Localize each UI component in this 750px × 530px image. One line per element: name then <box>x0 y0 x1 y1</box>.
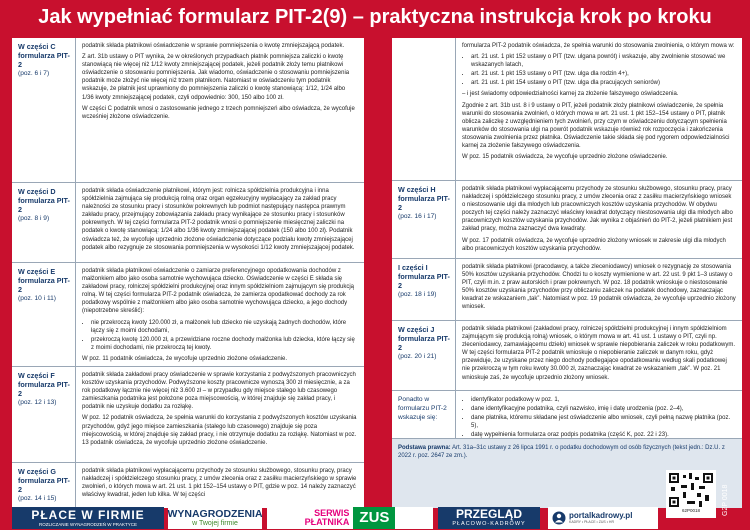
section-h-label: W części H formularza PIT-2 <box>398 185 450 212</box>
section-e-text-1: podatnik składa płatnikowi oświadczenie o zamiarze preferencyjnego opodatkowania dochodów z małżonkiem albo jako osoba samotnie wychowująca dziecko. Oświadczenie w części E składa się zakładowi pracy, rolniczej spółdzielni produkcyjnej oraz innym spółdzielniom zajmującym się produkcją rolną. W tej części formularza PIT-2 podatnik oświadcza, że zamierza opodatkować dochody za rok podatkowy wspólnie z małżonkiem albo jako osoba samotnie wychowująca dziecko, a jego dochody (niepotrzebne skreślić): <box>82 268 355 315</box>
footer <box>0 507 750 530</box>
section-c-label: W części C formularza PIT-2 <box>18 42 70 69</box>
section-c-text-2: Z art. 31b ustawy o PIT wynika, że w określonych przypadkach płatnik pomniejsza zaliczki o kwotę stanowiącą nie więcej niż 1/12 kwoty zmniejszającej podatek, jeżeli podatnik złoży temu płatnikowi oświadczenie o stosowaniu pomniejszenia. Jak wiadomo, oświadczenie o stosowaniu pomniejszenia podatnik może złożyć nie więcej niż trzem płatnikom. Natomiast w oświadczeniu tym podatnik wskazuje, że płatnik jest uprawniony do pomniejszenia zaliczki o kwotę stanowiącą: 1/12, 1/24 albo 1/36 kwoty zmniejszającej podatek, czyli odpowiednio: 300, 150 albo 100 zł. <box>82 54 350 101</box>
section-final <box>392 391 742 439</box>
section-g-cont-bullet-3: • art. 21 ust. 1 pkt 154 ustawy o PIT (tzw. ulga dla pracujących seniorów) <box>471 79 736 87</box>
logo2-title: WYNAGRODZENIA <box>167 508 263 520</box>
section-i <box>392 259 742 321</box>
section-h-text-1: podatnik składa płatnikowi wypłacającemu przychody ze stosunku służbowego, stosunku pracy, pracy nakładczej i spółdzielczego stosunku pracy, z umów zlecenia oraz z zasiłku macierzyńskiego wniosek o niestosowanie ulgi dla młodych lub pracowniczych kosztów uzyskania przychodów. W obydwu poczych tej części należy zaznaczyć właściwy kwadrat dotyczący niestosowania ulgi dla młodych albo pracowniczych kosztów uzyskania przychodów. Jak wynika z objaśnień do PIT-2, jeżeli płatnikiem jest zakład pracy, można zaznaczyć dwa kwadraty. <box>462 186 733 233</box>
section-f <box>12 367 364 463</box>
logo1-title: PŁACE W FIRMIE <box>31 507 145 522</box>
section-c-text-1: podatnik składa płatnikowi oświadczenie w sprawie pomniejszenia o kwotę zmniejszającą podatek. <box>82 43 345 49</box>
logo-portalkadrowy[interactable] <box>548 507 658 529</box>
right-column <box>392 38 742 508</box>
logo4-subtitle: PŁACOWO-KADROWY <box>452 521 526 527</box>
legal-text: Art. 31a–31c ustawy z 26 lipca 1991 r. o podatku dochodowym od osób fizycznych (tekst jedn.: Dz.U. z 2022 r. poz. 2647 ze zm.). <box>398 445 725 460</box>
section-j-ref: (poz. 20 i 21) <box>398 353 437 360</box>
section-final-label: Ponadto w formularzu PIT-2 wskazuje się: <box>398 396 447 421</box>
section-e-bullet-2: • przekroczą kwotę 120.000 zł, a przewidziane roczne dochody małżonka lub dziecka, które łączy się z moimi dochodami, nie przekroczą tej kwoty. <box>91 336 358 352</box>
section-e-ref: (poz. 10 i 11) <box>18 295 56 302</box>
logo5-tag: KADRY • PŁACE • ZUS • HR <box>569 520 614 524</box>
logo-serwis-platnika-zus[interactable] <box>267 507 433 529</box>
section-d-text-1: podatnik składa oświadczenie płatnikowi, którym jest: rolnicza spółdzielnia produkcyjna i inna spółdzielnia zajmująca się produkcją rolną oraz organ egzekucyjny wypłacający za zakład pracy należności ze stosunku pracy i stosunków pokrewnych lub podmiot następujący następca prawnym zakładu pracy, przejmujący zobowiązania zakładu pracy wynikające ze stosunku pracy i stosunków pokrewnych. W tej części formularza PIT-2 podatnik wnosi o pomniejszenie miesięcznej zaliczki na podatek o kwotę stanowiącą: 1/24 albo 1/36 kwoty zmniejszającej podatek (150 albo 100 zł). Podatnik oświadcza też, że wycofuje uprzednio złożone oświadczenie dotyczące podziału kwoty zmniejszającej podatek albo rezygnuje ze stosowania pomniejszenia w wysokości 1/12 kwoty zmniejszającej podatek. <box>82 188 355 251</box>
section-j-label: W części J formularza PIT-2 <box>398 325 450 352</box>
logo1-subtitle: ROZLICZANIE WYNAGRODZEŃ W PRAKTYCE <box>38 521 137 527</box>
section-g-label: W części G formularza PIT-2 <box>18 467 70 494</box>
section-i-label: I części I formularza PIT-2 <box>398 263 450 290</box>
section-i-ref: (poz. 18 i 19) <box>398 291 437 298</box>
section-f-text-2: W poz. 12 podatnik oświadcza, że spełnia warunki do korzystania z podwyższonych kosztów uzyskania przychodów, gdyż jego miejsce zamieszkania (stałego lub czasowego) znajduje się poza miejscowością, w której znajduje się zakład pracy, i nie otrzymuje dodatku za rozłąkę. Natomiast w poz. 13 podatnik oświadcza, że wycofuje uprzednio złożone oświadczenie. <box>82 415 357 446</box>
section-d <box>12 183 364 263</box>
section-d-label: W części D formularza PIT-2 <box>18 187 70 214</box>
qr-code-icon <box>669 473 713 507</box>
section-e-text-2: W poz. 11 podatnik oświadcza, że wycofuje uprzednio złożone oświadczenie. <box>82 355 288 362</box>
logo4-title: PRZEGLĄD <box>456 507 522 521</box>
final-bullet-3: • dane płatnika, któremu składane jest oświadczenie albo wniosek, czyli pełną nazwę płatnika (poz. 5), <box>471 414 736 430</box>
section-f-ref: (poz. 12 i 13) <box>18 399 57 406</box>
left-column <box>12 38 364 508</box>
logo5-name: portalkadrowy.pl <box>569 511 633 520</box>
logo3-line2: PŁATNIKA <box>304 517 350 527</box>
section-h-text-2: W poz. 17 podatnik oświadcza, że wycofuje uprzednio złożony wniosek w zakresie ulgi dla młodych albo pracowniczych kosztów uzyskania przychodów. <box>462 237 726 252</box>
side-code: G2P 0018 <box>722 484 729 516</box>
logo3-zus: ZUS <box>353 507 395 529</box>
section-j <box>392 321 742 391</box>
legal-label: Podstawa prawna: <box>398 445 451 451</box>
qr-code-label: 62P0018 <box>681 508 701 513</box>
section-d-ref: (poz. 8 i 9) <box>18 215 50 222</box>
section-g-cont-text-1: formularza PIT-2 podatnik oświadcza, że spełnia warunki do stosowania zwolnienia, o którym mowa w: <box>462 43 735 49</box>
section-g <box>12 463 364 508</box>
section-g-cont-text-2: – i jest świadomy odpowiedzialności karnej za złożenie fałszywego oświadczenia. <box>462 91 679 98</box>
section-g-cont-bullet-2: • art. 21 ust. 1 pkt 153 ustawy o PIT (tzw. ulga dla rodzin 4+), <box>471 70 736 78</box>
section-c-text-3: W części C podatnik wnosi o zastosowanie jednego z trzech pomniejszeń albo oświadcza, że wycofuje wcześniej złożone oświadczenie. <box>82 105 355 120</box>
section-e <box>12 263 364 367</box>
final-bullet-2: • dane identyfikacyjne podatnika, czyli nazwisko, imię i datę urodzenia (poz. 2–4), <box>471 405 736 413</box>
page-title: Jak wypełniać formularz PIT-2(9) – praktyczna instrukcja krok po kroku <box>38 6 712 28</box>
section-f-text-1: podatnik składa zakładowi pracy oświadczenie w sprawie korzystania z podwyższonych pracowniczych kosztów uzyskania przychodów. Podwyższone koszty pracownicze wynoszą 300 zł miesięcznie, a za rok podatkowy łącznie nie więcej niż 3.600 zł – w przypadku gdy miejsce stałego lub czasowego zamieszkania podatnika jest położone poza miejscowością, w której znajduje się zakład pracy, i podatnik nie uzyskuje dodatku za rozłąkę. <box>82 372 356 411</box>
section-g-cont-text-3: Zgodnie z art. 31b ust. 8 i 9 ustawy o PIT, jeżeli podatnik złoży płatnikowi oświadczenie, że spełnia warunki do stosowania zwolnień, o których mowa w art. 21 ust. 1 pkt 152–154 ustawy o PIT, płatnik oblicza zaliczkę z uwzględnieniem tych zwolnień, przy czym w oświadczeniu dotyczącym spełnienia warunków do stosowania ulgi na powrót podatnik wskazuje również rok rozpoczęcia i zakończenia stosowania zwolnienia przez płatnika. Oświadczenie takie składa się pod rygorem odpowiedzialności karnej za złożenie fałszywego oświadczenia. <box>462 102 730 150</box>
section-h <box>392 181 742 259</box>
section-c-ref: (poz. 6 i 7) <box>18 70 50 77</box>
section-h-ref: (poz. 16 i 17) <box>398 213 437 220</box>
section-f-label: W części F formularza PIT-2 <box>18 371 70 398</box>
logo3-line1: SERWIS <box>314 508 350 518</box>
logo-place-w-firmie[interactable] <box>12 507 164 529</box>
section-e-label: W części E formularza PIT-2 <box>18 267 70 294</box>
final-bullet-4: • datę wypełnienia formularza oraz podpis podatnika (część K, poz. 22 i 23). <box>471 431 736 438</box>
section-g-text-1: podatnik składa płatnikowi wypłacającemu przychody ze stosunku służbowego, stosunku pracy, pracy nakładczej i spółdzielczego stosunku pracy, z umów zlecenia oraz z zasiłku macierzyńskiego w sprawie zwolnień, o których mowa w art. 21 ust. 1 pkt 152–154 ustawy o PIT, gdzie w poz. 14 należy zaznaczyć właściwy kwadrat, jeden lub kilka. W tej części <box>82 468 357 499</box>
section-g-continued <box>392 38 742 181</box>
logo-wynagrodzenia[interactable] <box>168 507 262 529</box>
logo2-subtitle: w Twojej firmie <box>192 520 238 527</box>
qr-code <box>666 470 716 518</box>
portalkadrowy-icon <box>552 511 566 525</box>
section-e-bullet-1: • nie przekroczą kwoty 120.000 zł, a małżonek lub dziecko nie uzyskają żadnych dochodów, które łączy się z moimi dochodami, <box>91 319 358 335</box>
section-j-text-1: podatnik składa płatnikowi (zakładowi pracy, rolniczej spółdzielni produkcyjnej i innym spółdzielniom zajmującym się produkcją rolną) wniosek, o którym mowa w art. 41 ust. 1 ustawy o PIT, czyli np. zleceniodawcy, zamawiającemu dzieło) wniosek w sprawie niepobierania zaliczek w roku podatkowym. W tej części formularza PIT-2 podatnik wnioskuje o niepobieranie zaliczek w danym roku, gdyż przewiduje, że uzyskane przez niego dochody podlegające opodatkowaniu według skali podatkowej nie przekroczą w tym roku kwoty 30.000 zł, zaznaczając kwadrat ze wskazaniem „tak”. W poz. 21 wnioskuje zaś, że wycofuje uprzednio złożony wniosek. <box>462 326 736 381</box>
section-g-ref: (poz. 14 i 15) <box>18 495 57 502</box>
section-g-cont-bullet-1: • art. 21 ust. 1 pkt 152 ustawy o PIT (tzw. ulgana powrót) i wskazuje, aby zwolnienie stosować we wskazanych latach, <box>471 53 736 69</box>
section-g-cont-text-4: W poz. 15 podatnik oświadcza, że wycofuje uprzednio złożone oświadczenie. <box>462 154 668 161</box>
section-c <box>12 38 364 183</box>
final-bullet-1: • identyfikator podatkowy w poz. 1, <box>471 396 736 404</box>
section-i-text-1: podatnik składa płatnikowi (pracodawcy, a także zleceniodawcy) wniosek o rezygnację ze stosowania 50% kosztów uzyskania przychodów. Chodzi tu o koszty wymienione w art. 22 ust. 9 pkt 1–3 ustawy o PIT, czyli m.in. z praw autorskich i praw pokrewnych. W poz. 18 podatnik wnioskuje o niestosowanie 50% kosztów uzyskania przychodów przy obliczaniu zaliczek na podatek dochodowy, zaznaczając kwadrat ze wskazaniem „tak”. Natomiast w poz. 19 podatnik oświadcza, że wycofuje uprzednio złożony wniosek. <box>462 264 736 311</box>
logo-przeglad[interactable] <box>438 507 540 529</box>
